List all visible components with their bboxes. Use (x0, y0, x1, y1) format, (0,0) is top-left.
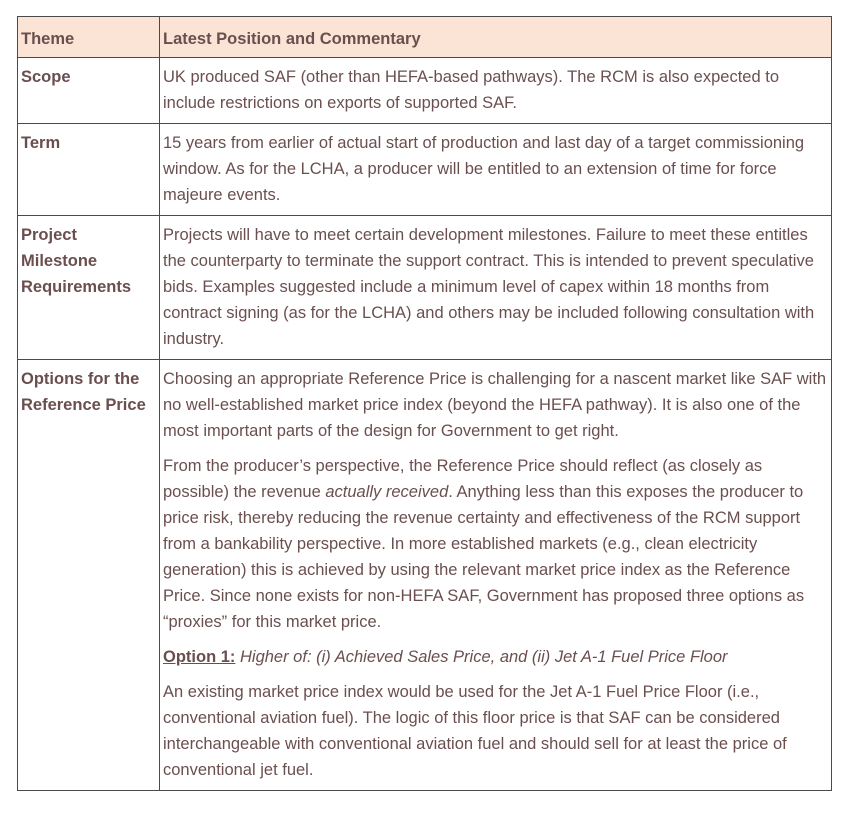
option-label: Option 1: (163, 648, 236, 666)
table-header-row (18, 17, 832, 58)
header-theme: Theme (18, 17, 160, 58)
header-commentary: Latest Position and Commentary (160, 17, 832, 58)
theme-cell: Project Milestone Requirements (18, 216, 160, 360)
theme-cell: Scope (18, 58, 160, 124)
paragraph: Choosing an appropriate Reference Price is challenging for a nascent market like SAF with no well-established market price index (beyond the HEFA pathway). It is also one of the most important parts of the design for Government to get right. (163, 370, 827, 440)
commentary-cell (160, 360, 832, 791)
paragraph: Projects will have to meet certain development milestones. Failure to meet these entitles the counterparty to terminate the support contract. This is intended to prevent speculative bids. Examples suggested include a minimum level of capex within 18 months from contract signing (as for the LCHA) and others may be included following consultation with industry. (163, 226, 815, 348)
option-heading (163, 644, 828, 670)
paragraph: UK produced SAF (other than HEFA-based pathways). The RCM is also expected to include restrictions on exports of supported SAF. (163, 68, 779, 112)
table-row (18, 124, 832, 216)
paragraph (163, 453, 828, 635)
text: . Anything less than this exposes the producer to price risk, thereby reducing the revenue certainty and effectiveness of the RCM support from a bankability perspective. In more established markets (e.g., clean electricity generation) this is achieved by using the relevant market price index as the Reference Price. Since none exists for non-HEFA SAF, Government has proposed three options as “proxies” for this market price. (163, 483, 805, 631)
table-row (18, 360, 832, 791)
emphasis-text: actually received (325, 483, 449, 501)
table-row (18, 216, 832, 360)
table-row (18, 58, 832, 124)
paragraph: 15 years from earlier of actual start of production and last day of a target commissioning window. As for the LCHA, a producer will be entitled to an extension of time for force majeure events. (163, 134, 805, 204)
text: From the producer’s perspective, the Reference Price should reflect (as closely as possible) the revenue (163, 457, 763, 501)
theme-cell: Options for the Reference Price (18, 360, 160, 791)
option-text: Higher of: (i) Achieved Sales Price, and (ii) Jet A-1 Fuel Price Floor (235, 648, 728, 666)
commentary-table (17, 16, 832, 791)
paragraph: An existing market price index would be used for the Jet A-1 Fuel Price Floor (i.e., conventional aviation fuel). The logic of this floor price is that SAF can be considered interchangeable with conventional aviation fuel and should sell for at least the price of conventional jet fuel. (163, 683, 787, 779)
commentary-cell (160, 124, 832, 216)
commentary-cell (160, 58, 832, 124)
commentary-cell (160, 216, 832, 360)
theme-cell: Term (18, 124, 160, 216)
